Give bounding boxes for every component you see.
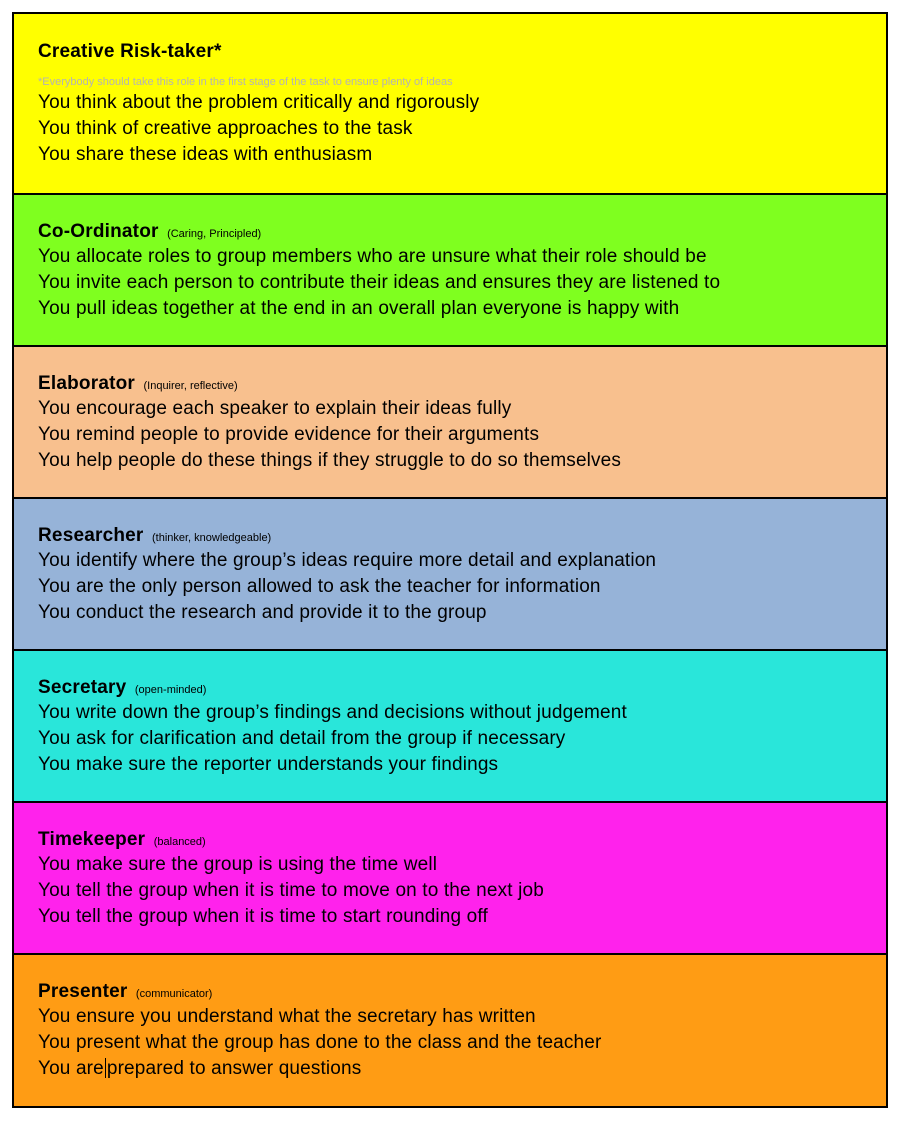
role-name: Co-Ordinator [38,221,159,242]
roles-table [12,12,888,1108]
role-duty: You invite each person to contribute their ideas and ensures they are listened to [38,272,721,293]
role-heading [38,40,886,64]
role-duty: You remind people to provide evidence for their arguments [38,424,540,445]
role-duty: You help people do these things if they struggle to do so themselves [38,450,622,471]
role-duty-with-cursor[interactable] [38,1056,886,1082]
role-card-co-ordinator [14,195,886,347]
role-card-secretary [14,651,886,803]
role-traits: (Caring, Principled) [167,228,262,240]
role-duty: You pull ideas together at the end in an overall plan everyone is happy with [38,298,680,319]
role-duty: You write down the group’s findings and decisions without judgement [38,702,627,723]
role-heading [38,372,886,396]
role-duty: You make sure the reporter understands your findings [38,754,499,775]
role-name: Secretary [38,677,127,698]
role-name: Creative Risk-taker* [38,41,222,62]
role-card-researcher [14,499,886,651]
role-duty: You ensure you understand what the secretary has written [38,1006,536,1027]
role-duty: You allocate roles to group members who are unsure what their role should be [38,246,707,267]
role-duty: You present what the group has done to the class and the teacher [38,1032,602,1053]
role-name: Presenter [38,981,128,1002]
role-duty: You are the only person allowed to ask the teacher for information [38,576,601,597]
role-traits: (Inquirer, reflective) [143,380,238,392]
role-card-elaborator [14,347,886,499]
role-traits: (thinker, knowledgeable) [151,532,272,544]
role-duty: You tell the group when it is time to start rounding off [38,906,488,927]
role-heading [38,828,886,852]
role-duty: You ask for clarification and detail from the group if necessary [38,728,566,749]
role-duty: You make sure the group is using the time well [38,854,438,875]
text-cursor [105,1058,106,1078]
duty-text-before-cursor: You are [38,1058,104,1079]
role-traits: (communicator) [135,988,213,1000]
role-traits: (open-minded) [134,684,207,696]
role-duty: You share these ideas with enthusiasm [38,144,373,165]
role-duty: You think about the problem critically and rigorously [38,92,480,113]
role-card-creative-risk-taker [14,14,886,195]
role-heading [38,676,886,700]
role-name: Timekeeper [38,829,146,850]
role-card-timekeeper [14,803,886,955]
role-duty: You encourage each speaker to explain their ideas fully [38,398,512,419]
role-duty: You conduct the research and provide it to the group [38,602,487,623]
role-heading [38,220,886,244]
role-duty: You identify where the group’s ideas require more detail and explanation [38,550,657,571]
role-duty: You think of creative approaches to the task [38,118,413,139]
role-name: Elaborator [38,373,136,394]
role-footnote: *Everybody should take this role in the first stage of the task to ensure plenty of ideas [38,76,453,88]
role-duty: You tell the group when it is time to move on to the next job [38,880,544,901]
role-name: Researcher [38,525,144,546]
duty-text-after-cursor: prepared to answer questions [106,1058,362,1079]
role-card-presenter [14,955,886,1108]
role-traits: (balanced) [153,836,206,848]
role-heading [38,524,886,548]
role-heading [38,980,886,1004]
